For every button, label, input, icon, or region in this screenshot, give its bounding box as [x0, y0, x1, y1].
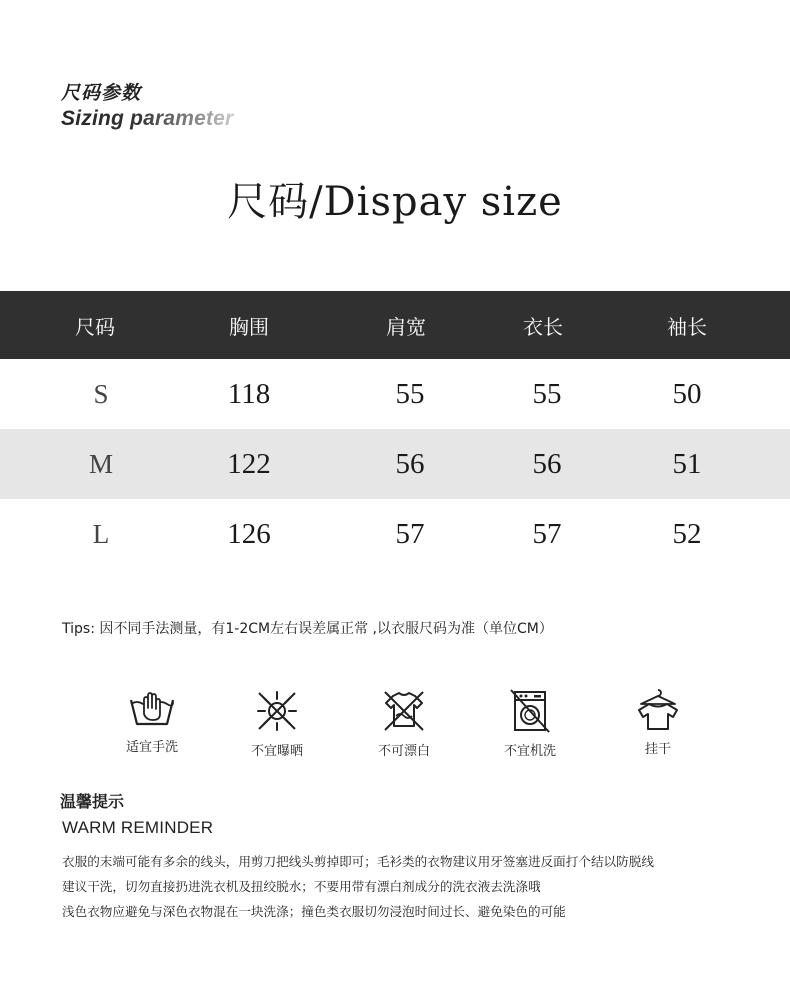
header-chest: 胸围	[229, 314, 269, 339]
header-size: 尺码	[75, 314, 115, 339]
warm-reminder-title-en: WARM REMINDER	[62, 818, 214, 837]
cell-chest: 118	[227, 377, 271, 410]
care-item-no-machine	[475, 688, 585, 759]
care-item-no-sun	[222, 688, 332, 759]
hand-wash-icon	[127, 688, 177, 730]
page-title: 尺码/Dispay size	[227, 179, 563, 225]
care-item-hang-dry	[603, 688, 713, 757]
size-table-header	[0, 291, 790, 359]
cell-chest: 122	[227, 447, 271, 480]
no-bleach-icon	[381, 688, 427, 734]
brand-block	[61, 78, 261, 131]
care-label: 不可漂白	[377, 744, 430, 759]
cell-length: 56	[532, 447, 562, 480]
cell-shoulder: 55	[395, 377, 425, 410]
warm-reminder-title-cn: 温馨提示	[60, 792, 125, 811]
warm-reminder-line: 建议干洗，切勿直接扔进洗衣机及扭绞脱水；不要用带有漂白剂成分的洗衣液去洗涤哦	[62, 879, 541, 894]
tips-note: Tips: 因不同手法测量，有1-2CM左右误差属正常 ,以衣服尺码为准（单位CM）	[62, 621, 553, 637]
header-sleeve: 袖长	[667, 314, 707, 339]
brand-title-en: Sizing parameter	[61, 107, 261, 131]
no-machine-wash-icon	[507, 688, 553, 734]
cell-sleeve: 51	[672, 447, 702, 480]
warm-reminder-line: 衣服的末端可能有多余的线头，用剪刀把线头剪掉即可；毛衫类的衣物建议用牙签塞进反面打个结以防脱线	[62, 854, 654, 869]
cell-shoulder: 57	[395, 517, 425, 550]
care-label: 适宜手洗	[125, 740, 178, 755]
care-label: 不宜机洗	[503, 744, 556, 759]
care-label: 挂干	[644, 742, 671, 757]
table-row	[0, 359, 790, 429]
cell-length: 55	[532, 377, 562, 410]
cell-chest: 126	[227, 517, 271, 550]
cell-size: M	[88, 448, 114, 479]
brand-title-cn: 尺码参数	[61, 82, 142, 104]
warm-reminder-line: 浅色衣物应避免与深色衣物混在一块洗涤；撞色类衣服切勿浸泡时间过长、避免染色的可能	[62, 904, 566, 919]
table-row	[0, 499, 790, 569]
header-length: 衣长	[523, 314, 563, 339]
cell-shoulder: 56	[395, 447, 425, 480]
care-label: 不宜曝晒	[250, 744, 303, 759]
care-item-hand-wash	[97, 688, 207, 755]
care-item-no-bleach	[349, 688, 459, 759]
cell-length: 57	[532, 517, 562, 550]
size-table	[0, 291, 790, 569]
cell-sleeve: 52	[672, 517, 702, 550]
cell-size: S	[93, 378, 109, 409]
table-row	[0, 429, 790, 499]
hang-dry-icon	[635, 688, 681, 732]
no-sun-drying-icon	[254, 688, 300, 734]
cell-sleeve: 50	[672, 377, 702, 410]
header-shoulder: 肩宽	[386, 314, 426, 339]
cell-size: L	[92, 518, 110, 549]
